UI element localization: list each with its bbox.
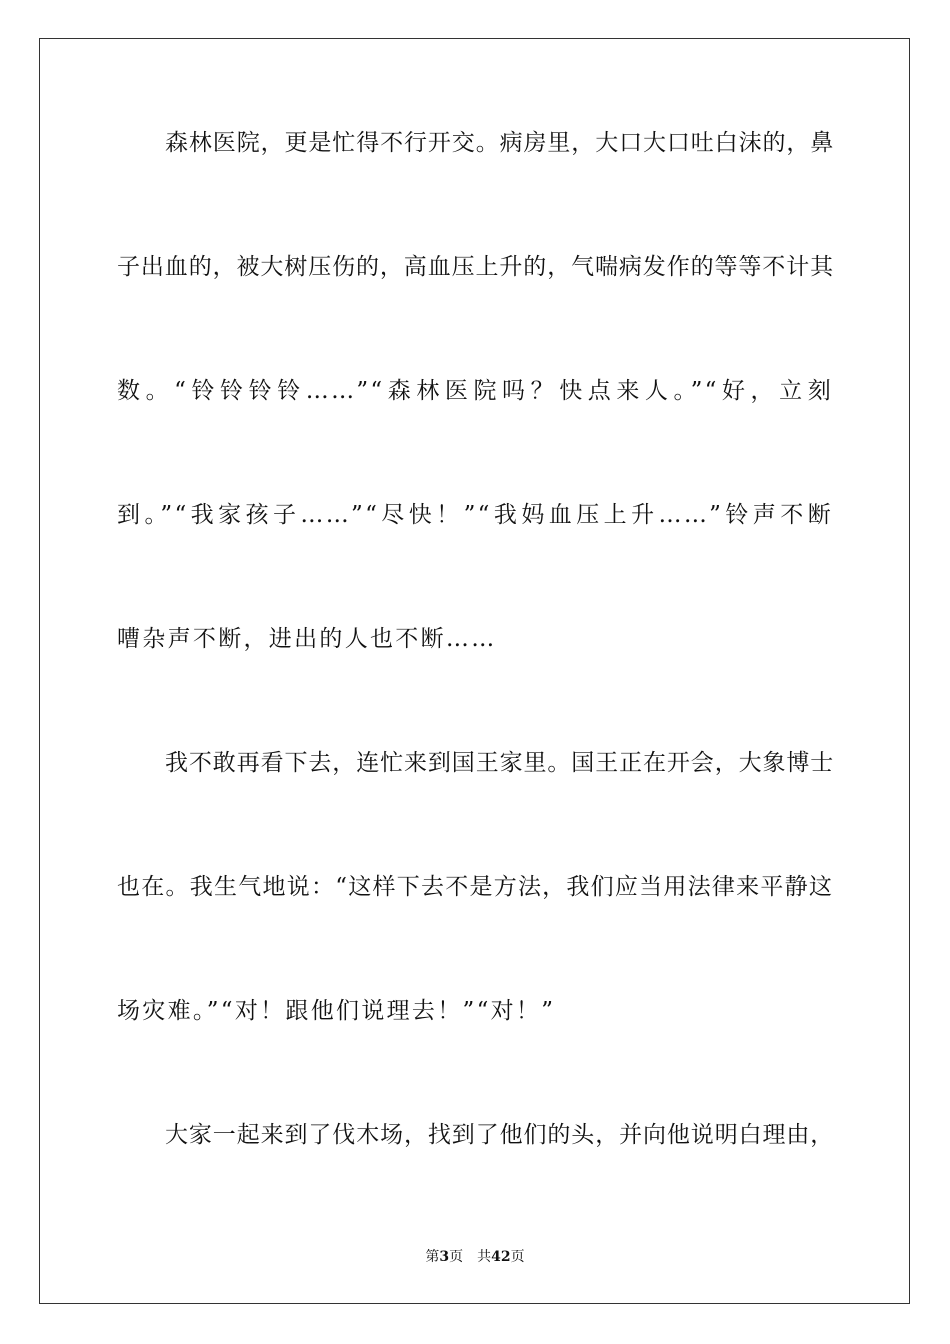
text-line-3: 数。“铃铃铃铃……”“森林医院吗？快点来人。”“好，立刻	[117, 378, 833, 404]
total-prefix: 共	[477, 1249, 492, 1265]
text-line-2: 子出血的，被大树压伤的，高血压上升的，气喘病发作的等等不计其	[117, 254, 834, 280]
text-line-6: 我不敢再看下去，连忙来到国王家里。国王正在开会，大象博士	[165, 750, 835, 776]
page-prefix: 第	[425, 1249, 440, 1265]
total-suffix: 页	[510, 1249, 525, 1265]
text-line-5: 嘈杂声不断，进出的人也不断……	[117, 626, 497, 652]
text-line-8: 场灾难。”“对！跟他们说理去！”“对！”	[117, 998, 556, 1024]
text-line-7: 也在。我生气地说：“这样下去不是方法，我们应当用法律来平静这	[117, 874, 833, 900]
page-number: 3	[439, 1249, 450, 1265]
text-line-1: 森林医院，更是忙得不行开交。病房里，大口大口吐白沫的，鼻	[165, 130, 835, 156]
page-suffix: 页	[449, 1249, 464, 1265]
page-footer	[0, 1246, 950, 1266]
text-line-9: 大家一起来到了伐木场，找到了他们的头，并向他说明白理由，	[165, 1122, 835, 1148]
total-pages: 42	[491, 1249, 511, 1265]
text-line-4: 到。”“我家孩子……”“尽快！”“我妈血压上升……”铃声不断	[117, 502, 833, 528]
